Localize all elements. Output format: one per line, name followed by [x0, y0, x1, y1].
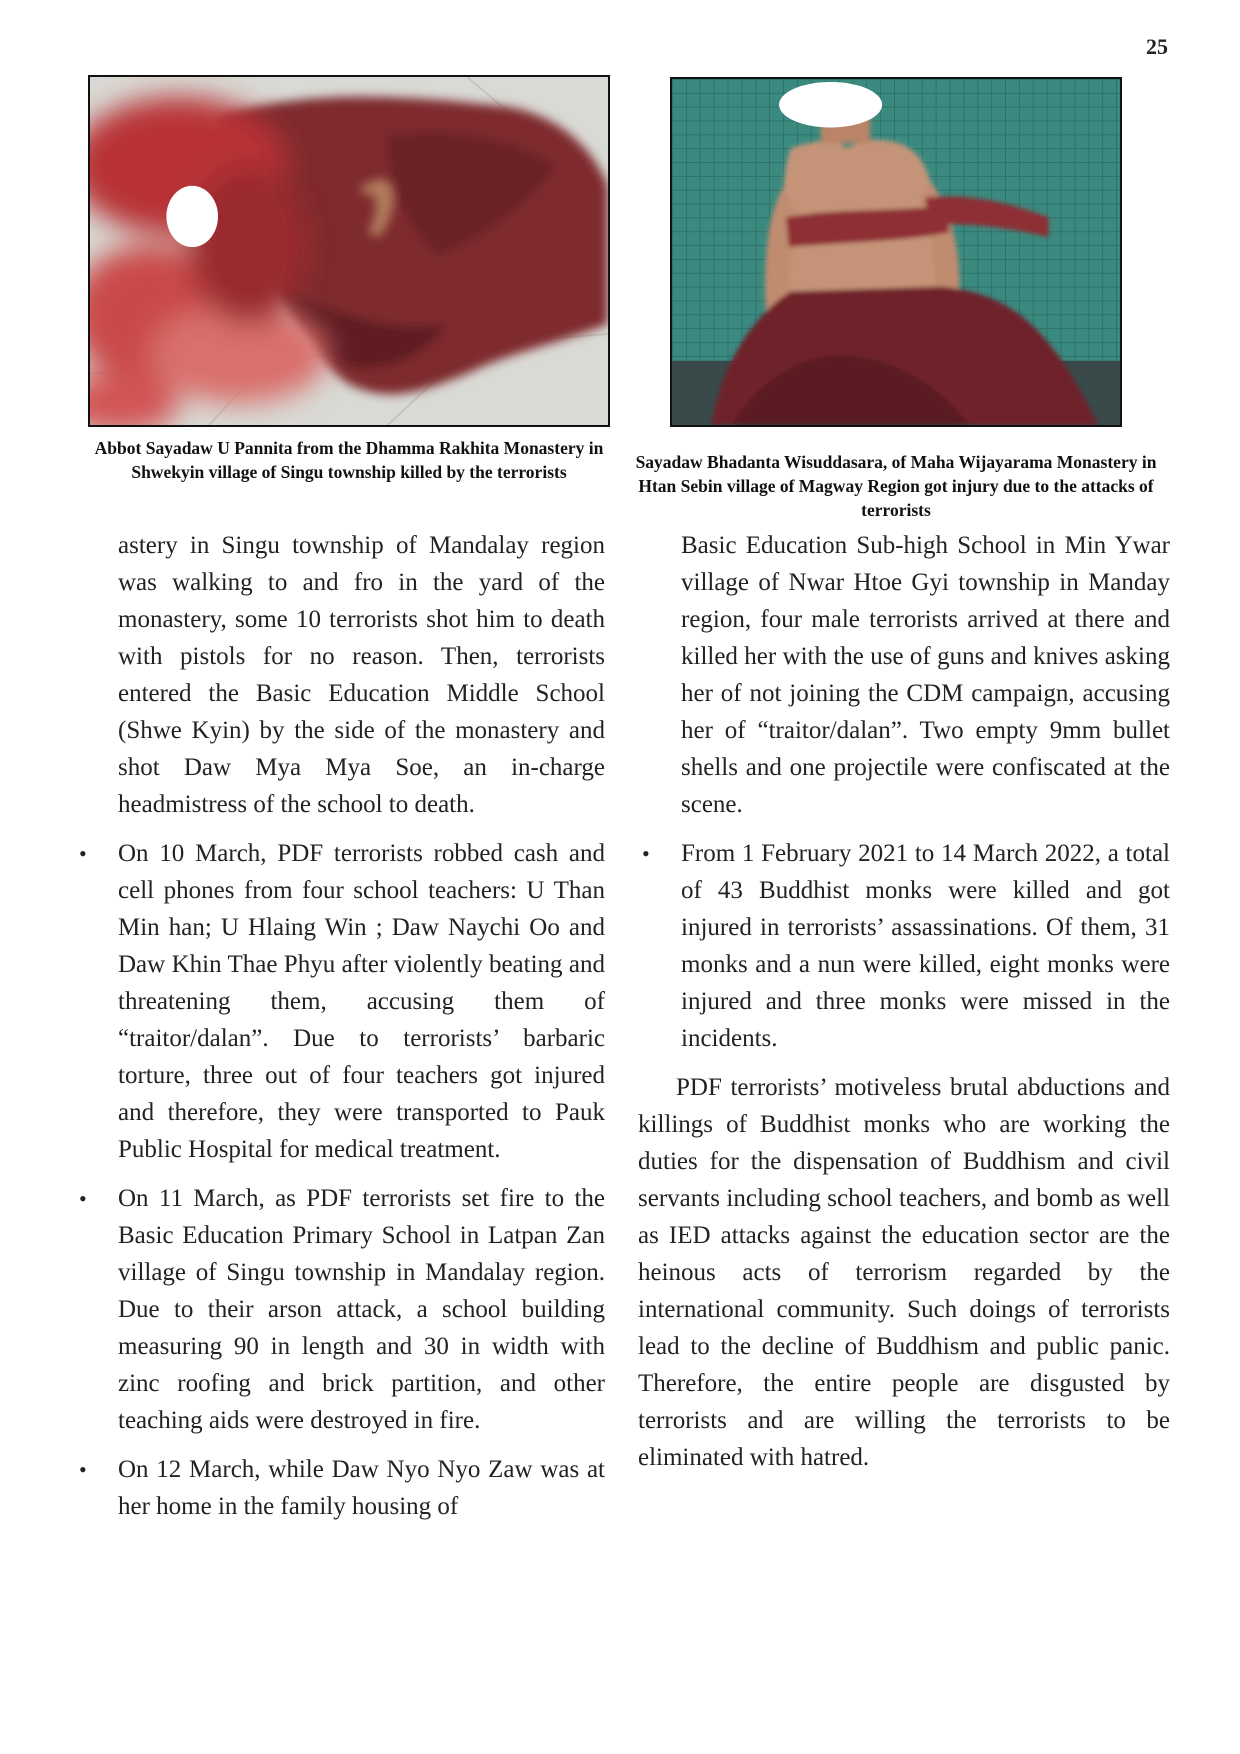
bullet-item	[75, 1451, 605, 1525]
photo-slain-abbot-image	[90, 77, 608, 425]
bullet-item	[75, 835, 605, 1168]
photo-caption-right: Sayadaw Bhadanta Wisuddasara, of Maha Wijayarama Monastery in Htan Sebin village of Magway Region got injury due to the attacks of terrorists	[635, 452, 1157, 520]
bullet-text: On 12 March, while Daw Nyo Nyo Zaw was at her home in the family housing of	[118, 1456, 605, 1520]
bullet-dot: •	[79, 841, 87, 866]
bullet-dot: •	[79, 1457, 87, 1482]
bullet-text: On 11 March, as PDF terrorists set fire to the Basic Education Primary School in Latpan Zan village of Singu township in Mandalay region. Due to their arson attack, a school building measuring 90 in length and 30 in width with zinc roofing and brick partition, and other teaching aids were destroyed in fire.	[118, 1185, 605, 1434]
bullet-item	[638, 835, 1170, 1057]
left-continuation-paragraph: astery in Singu township of Mandalay region was walking to and fro in the yard of the monastery, some 10 terrorists shot him to death with pistols for no reason. Then, terrorists entered the Basic Education Middle School (Shwe Kyin) by the side of the monastery and shot Daw Mya Mya Soe, an in-charge headmistress of the school to death.	[118, 532, 605, 818]
bullet-text: On 10 March, PDF terrorists robbed cash and cell phones from four school teachers: U Than Min han; U Hlaing Win ; Daw Naychi Oo and Daw Khin Thae Phyu after violently beating and threatening them, accusing them of “traitor/dalan”. Due to terrorists’ barbaric torture, three out of four teachers got injured and therefore, they were transported to Pauk Public Hospital for medical treatment.	[118, 840, 605, 1163]
bullet-item	[75, 1180, 605, 1439]
bullet-text: From 1 February 2021 to 14 March 2022, a total of 43 Buddhist monks were killed and got injured in terrorists’ assassinations. Of them, 31 monks and a nun were killed, eight monks were injured and three monks were missed in the incidents.	[681, 840, 1170, 1052]
photo-caption-left: Abbot Sayadaw U Pannita from the Dhamma Rakhita Monastery in Shwekyin village of Singu township killed by the terrorists	[94, 438, 604, 482]
right-continuation-paragraph: Basic Education Sub-high School in Min Ywar village of Nwar Htoe Gyi township in Manday region, four male terrorists arrived at there and killed her with the use of guns and knives asking her of not joining the CDM campaign, accusing her of “traitor/dalan”. Two empty 9mm bullet shells and one projectile were confiscated at the scene.	[681, 532, 1170, 818]
photo-injured-sayadaw	[670, 77, 1122, 427]
photo-slain-abbot	[88, 75, 610, 427]
bullet-dot: •	[79, 1186, 87, 1211]
bullet-dot: •	[642, 841, 650, 866]
closing-paragraph: PDF terrorists’ motiveless brutal abductions and killings of Buddhist monks who are working the duties for the dispensation of Buddhism and civil servants including school teachers, and bomb as well as IED attacks against the education sector are the heinous acts of terrorism regarded by the international community. Such doings of terrorists lead to the decline of Buddhism and public panic. Therefore, the entire people are disgusted by terrorists and are willing the terrorists to be eliminated with hatred.	[638, 1074, 1170, 1471]
page-number: 25	[1146, 34, 1168, 59]
right-text-column	[638, 527, 1170, 1488]
left-text-column	[75, 527, 605, 1537]
photo-injured-sayadaw-image	[672, 79, 1120, 425]
